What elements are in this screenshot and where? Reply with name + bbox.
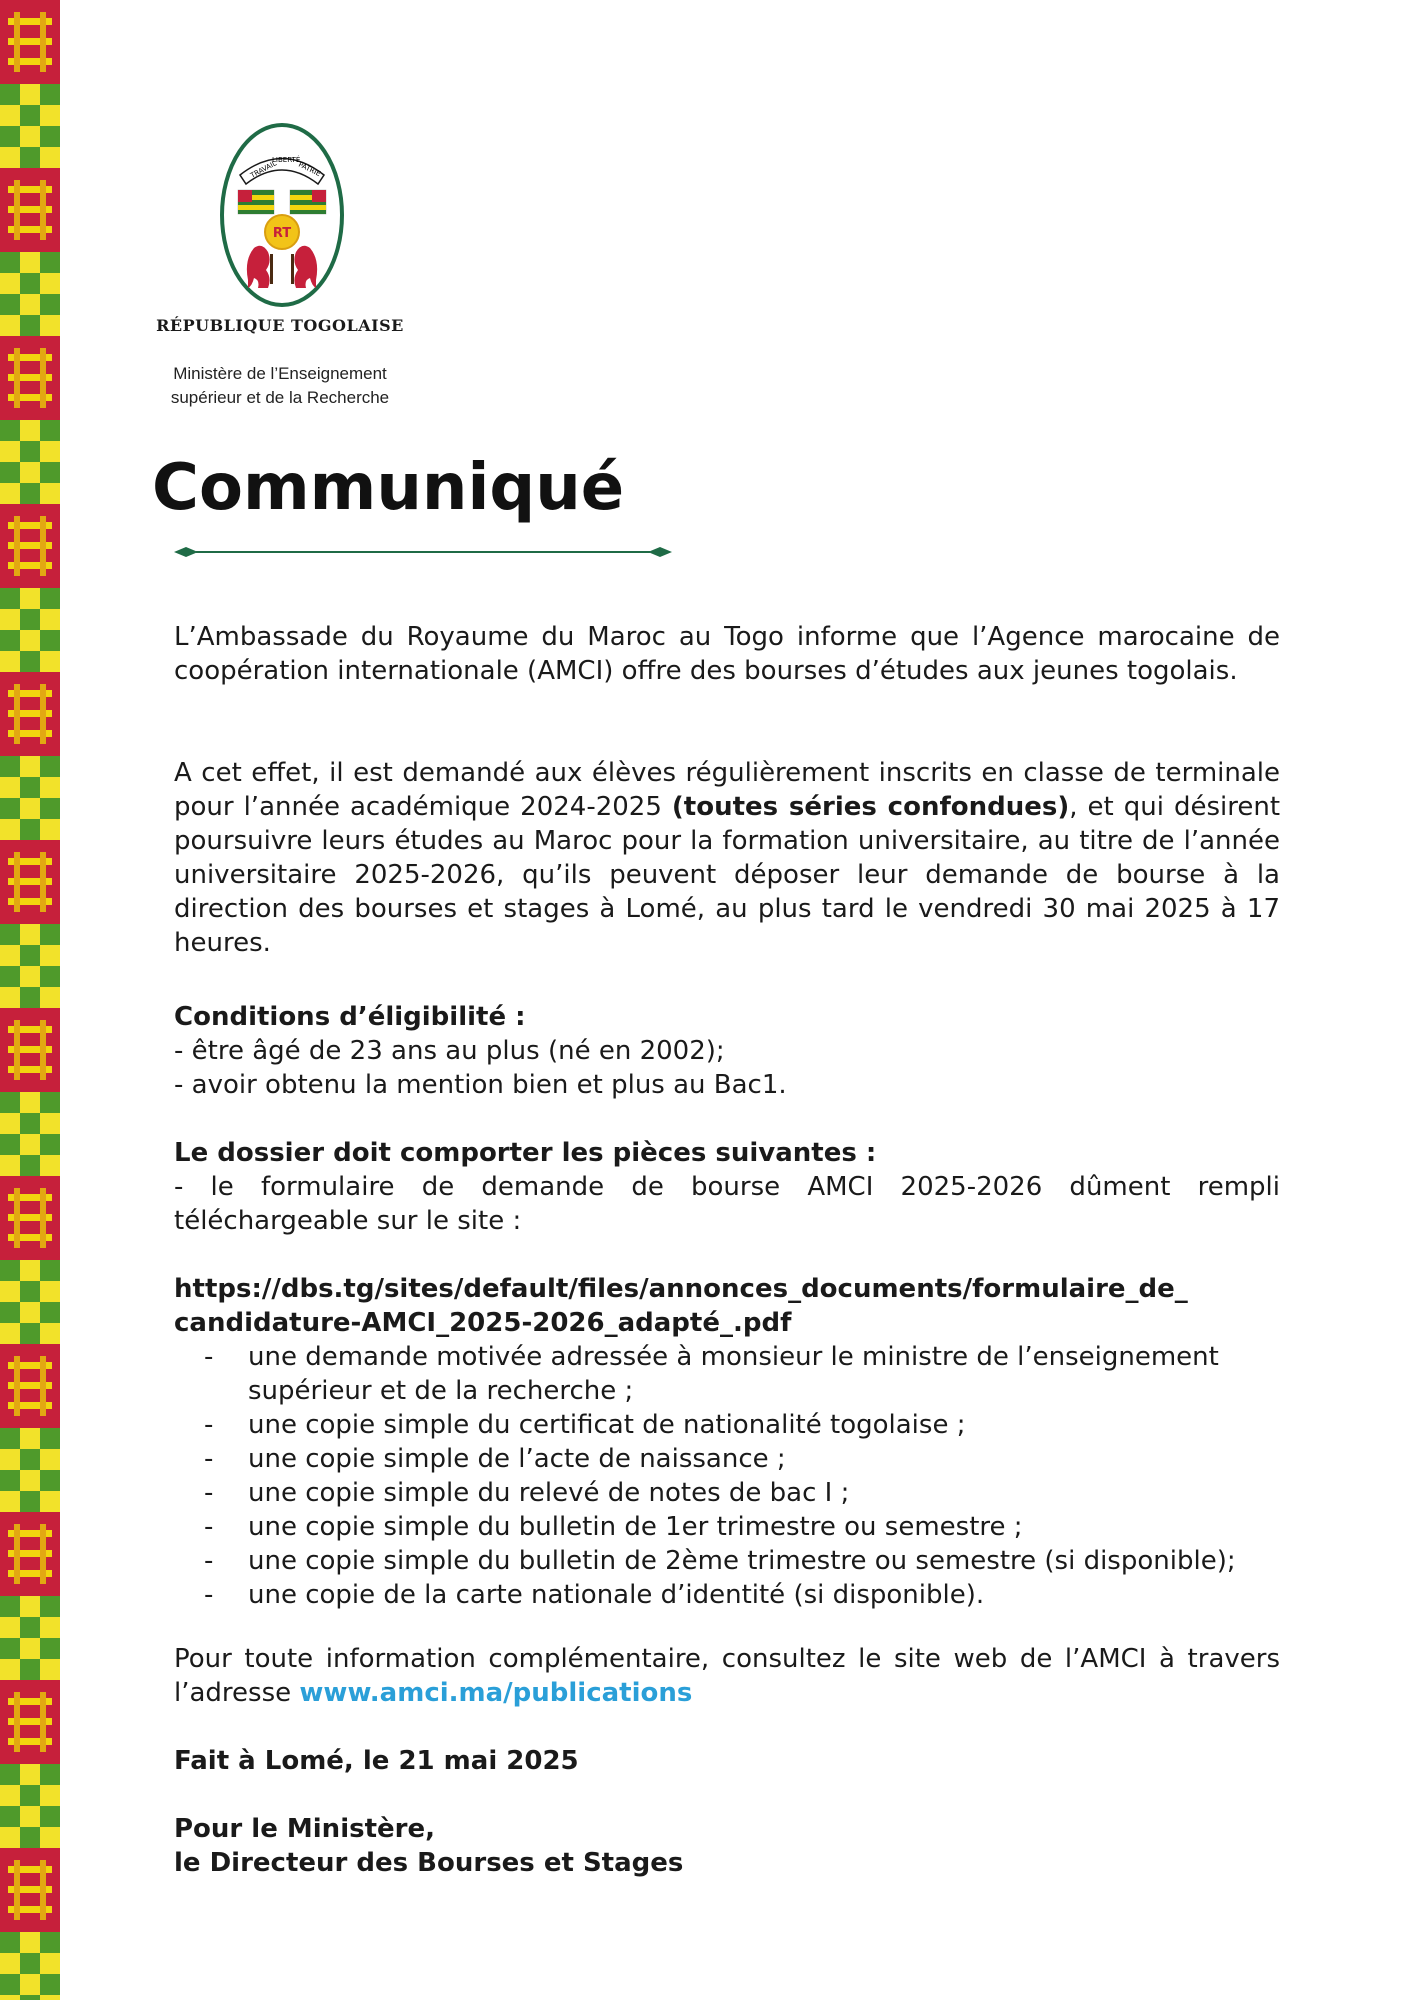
list-item-text: une copie simple du bulletin de 2ème trimestre ou semestre (si disponible); [248, 1546, 1236, 1576]
info-text: Pour toute information complémentaire, consultez le site web de l’AMCI à travers l’adresse [174, 1644, 1280, 1708]
togo-coat-of-arms-icon [218, 120, 346, 310]
ministry-line: supérieur et de la Recherche [170, 388, 390, 407]
form-requirement: - le formulaire de demande de bourse AMCI 2025-2026 dûment rempli téléchargeable sur le site : [174, 1172, 1280, 1236]
list-dash: - [204, 1342, 214, 1372]
list-item-text: une copie simple de l’acte de naissance ; [248, 1444, 786, 1474]
list-item [174, 1544, 1280, 1578]
ministry-name [140, 362, 420, 410]
kente-segment [0, 336, 60, 504]
kente-segment [0, 1848, 60, 2000]
request-text: A cet effet, il est demandé aux élèves régulièrement inscrits en classe de terminale pour l’année académique 2024-2025 [174, 758, 1280, 822]
conditions-heading: Conditions d’éligibilité : [174, 1002, 526, 1032]
list-item [174, 1476, 1280, 1510]
list-dash: - [204, 1546, 214, 1576]
list-dash: - [204, 1512, 214, 1542]
ministry-line: Ministère de l’Enseignement [173, 364, 387, 383]
list-item [174, 1578, 1280, 1612]
svg-text:PATRIE: PATRIE [297, 160, 322, 179]
kente-segment [0, 0, 60, 168]
request-paragraph [174, 756, 1280, 960]
list-dash: - [204, 1478, 214, 1508]
list-item-text: une copie de la carte nationale d’identité (si disponible). [248, 1580, 985, 1610]
svg-text:LIBERTÉ: LIBERTÉ [272, 156, 301, 164]
kente-segment [0, 840, 60, 1008]
kente-segment [0, 1008, 60, 1176]
documents-list [174, 1340, 1280, 1612]
condition-item: - être âgé de 23 ans au plus (né en 2002); [174, 1036, 725, 1066]
title-divider [174, 545, 672, 559]
list-item-text: une copie simple du relevé de notes de bac I ; [248, 1478, 850, 1508]
kente-segment [0, 504, 60, 672]
kente-border [0, 0, 60, 2000]
list-item [174, 1408, 1280, 1442]
list-item-text: une copie simple du bulletin de 1er trimestre ou semestre ; [248, 1512, 1023, 1542]
kente-segment [0, 1680, 60, 1848]
form-url-line: candidature-AMCI_2025-2026_adapté_.pdf [174, 1308, 792, 1338]
list-item-text: une copie simple du certificat de nationalité togolaise ; [248, 1410, 966, 1440]
dossier-heading: Le dossier doit comporter les pièces suivantes : [174, 1138, 877, 1168]
list-dash: - [204, 1444, 214, 1474]
kente-segment [0, 168, 60, 336]
signature-block [174, 1812, 1280, 1880]
signature-line: Pour le Ministère, [174, 1814, 435, 1844]
list-item [174, 1442, 1280, 1476]
republic-name: RÉPUBLIQUE TOGOLAISE [156, 316, 404, 335]
kente-segment [0, 672, 60, 840]
list-dash: - [204, 1580, 214, 1610]
list-item [174, 1340, 1280, 1408]
request-text: , et qui désirent poursuivre leurs études au Maroc pour la formation universitaire, au titre de l’année universitaire 2025-2026, qu’ils peuvent déposer leur demande de bourse à la direction des bourses et stages à Lomé, au plus tard le vendredi 30 mai 2025 à 17 heures. [174, 792, 1281, 958]
svg-text:TRAVAIL: TRAVAIL [249, 159, 278, 180]
kente-segment [0, 1176, 60, 1344]
signature-line: le Directeur des Bourses et Stages [174, 1848, 684, 1878]
page-title: Communiqué [152, 451, 625, 525]
list-item-text: une demande motivée adressée à monsieur le ministre de l’enseignement supérieur et de la recherche ; [248, 1342, 1219, 1406]
kente-segment [0, 1512, 60, 1680]
request-emphasis: (toutes séries confondues) [671, 792, 1070, 822]
intro-paragraph: L’Ambassade du Royaume du Maroc au Togo informe que l’Agence marocaine de coopération internationale (AMCI) offre des bourses d’études aux jeunes togolais. [174, 622, 1280, 686]
form-url-line: https://dbs.tg/sites/default/files/annonces_documents/formulaire_de_ [174, 1274, 1188, 1304]
condition-item: - avoir obtenu la mention bien et plus au Bac1. [174, 1070, 787, 1100]
info-paragraph [174, 1642, 1280, 1710]
conditions-section [174, 1000, 1280, 1102]
form-download-link[interactable] [174, 1272, 1280, 1340]
list-dash: - [204, 1410, 214, 1440]
list-item [174, 1510, 1280, 1544]
amci-website-link[interactable]: www.amci.ma/publications [299, 1678, 693, 1708]
svg-text:RT: RT [272, 226, 292, 241]
dossier-section [174, 1136, 1280, 1238]
place-date: Fait à Lomé, le 21 mai 2025 [174, 1746, 579, 1776]
kente-segment [0, 1344, 60, 1512]
